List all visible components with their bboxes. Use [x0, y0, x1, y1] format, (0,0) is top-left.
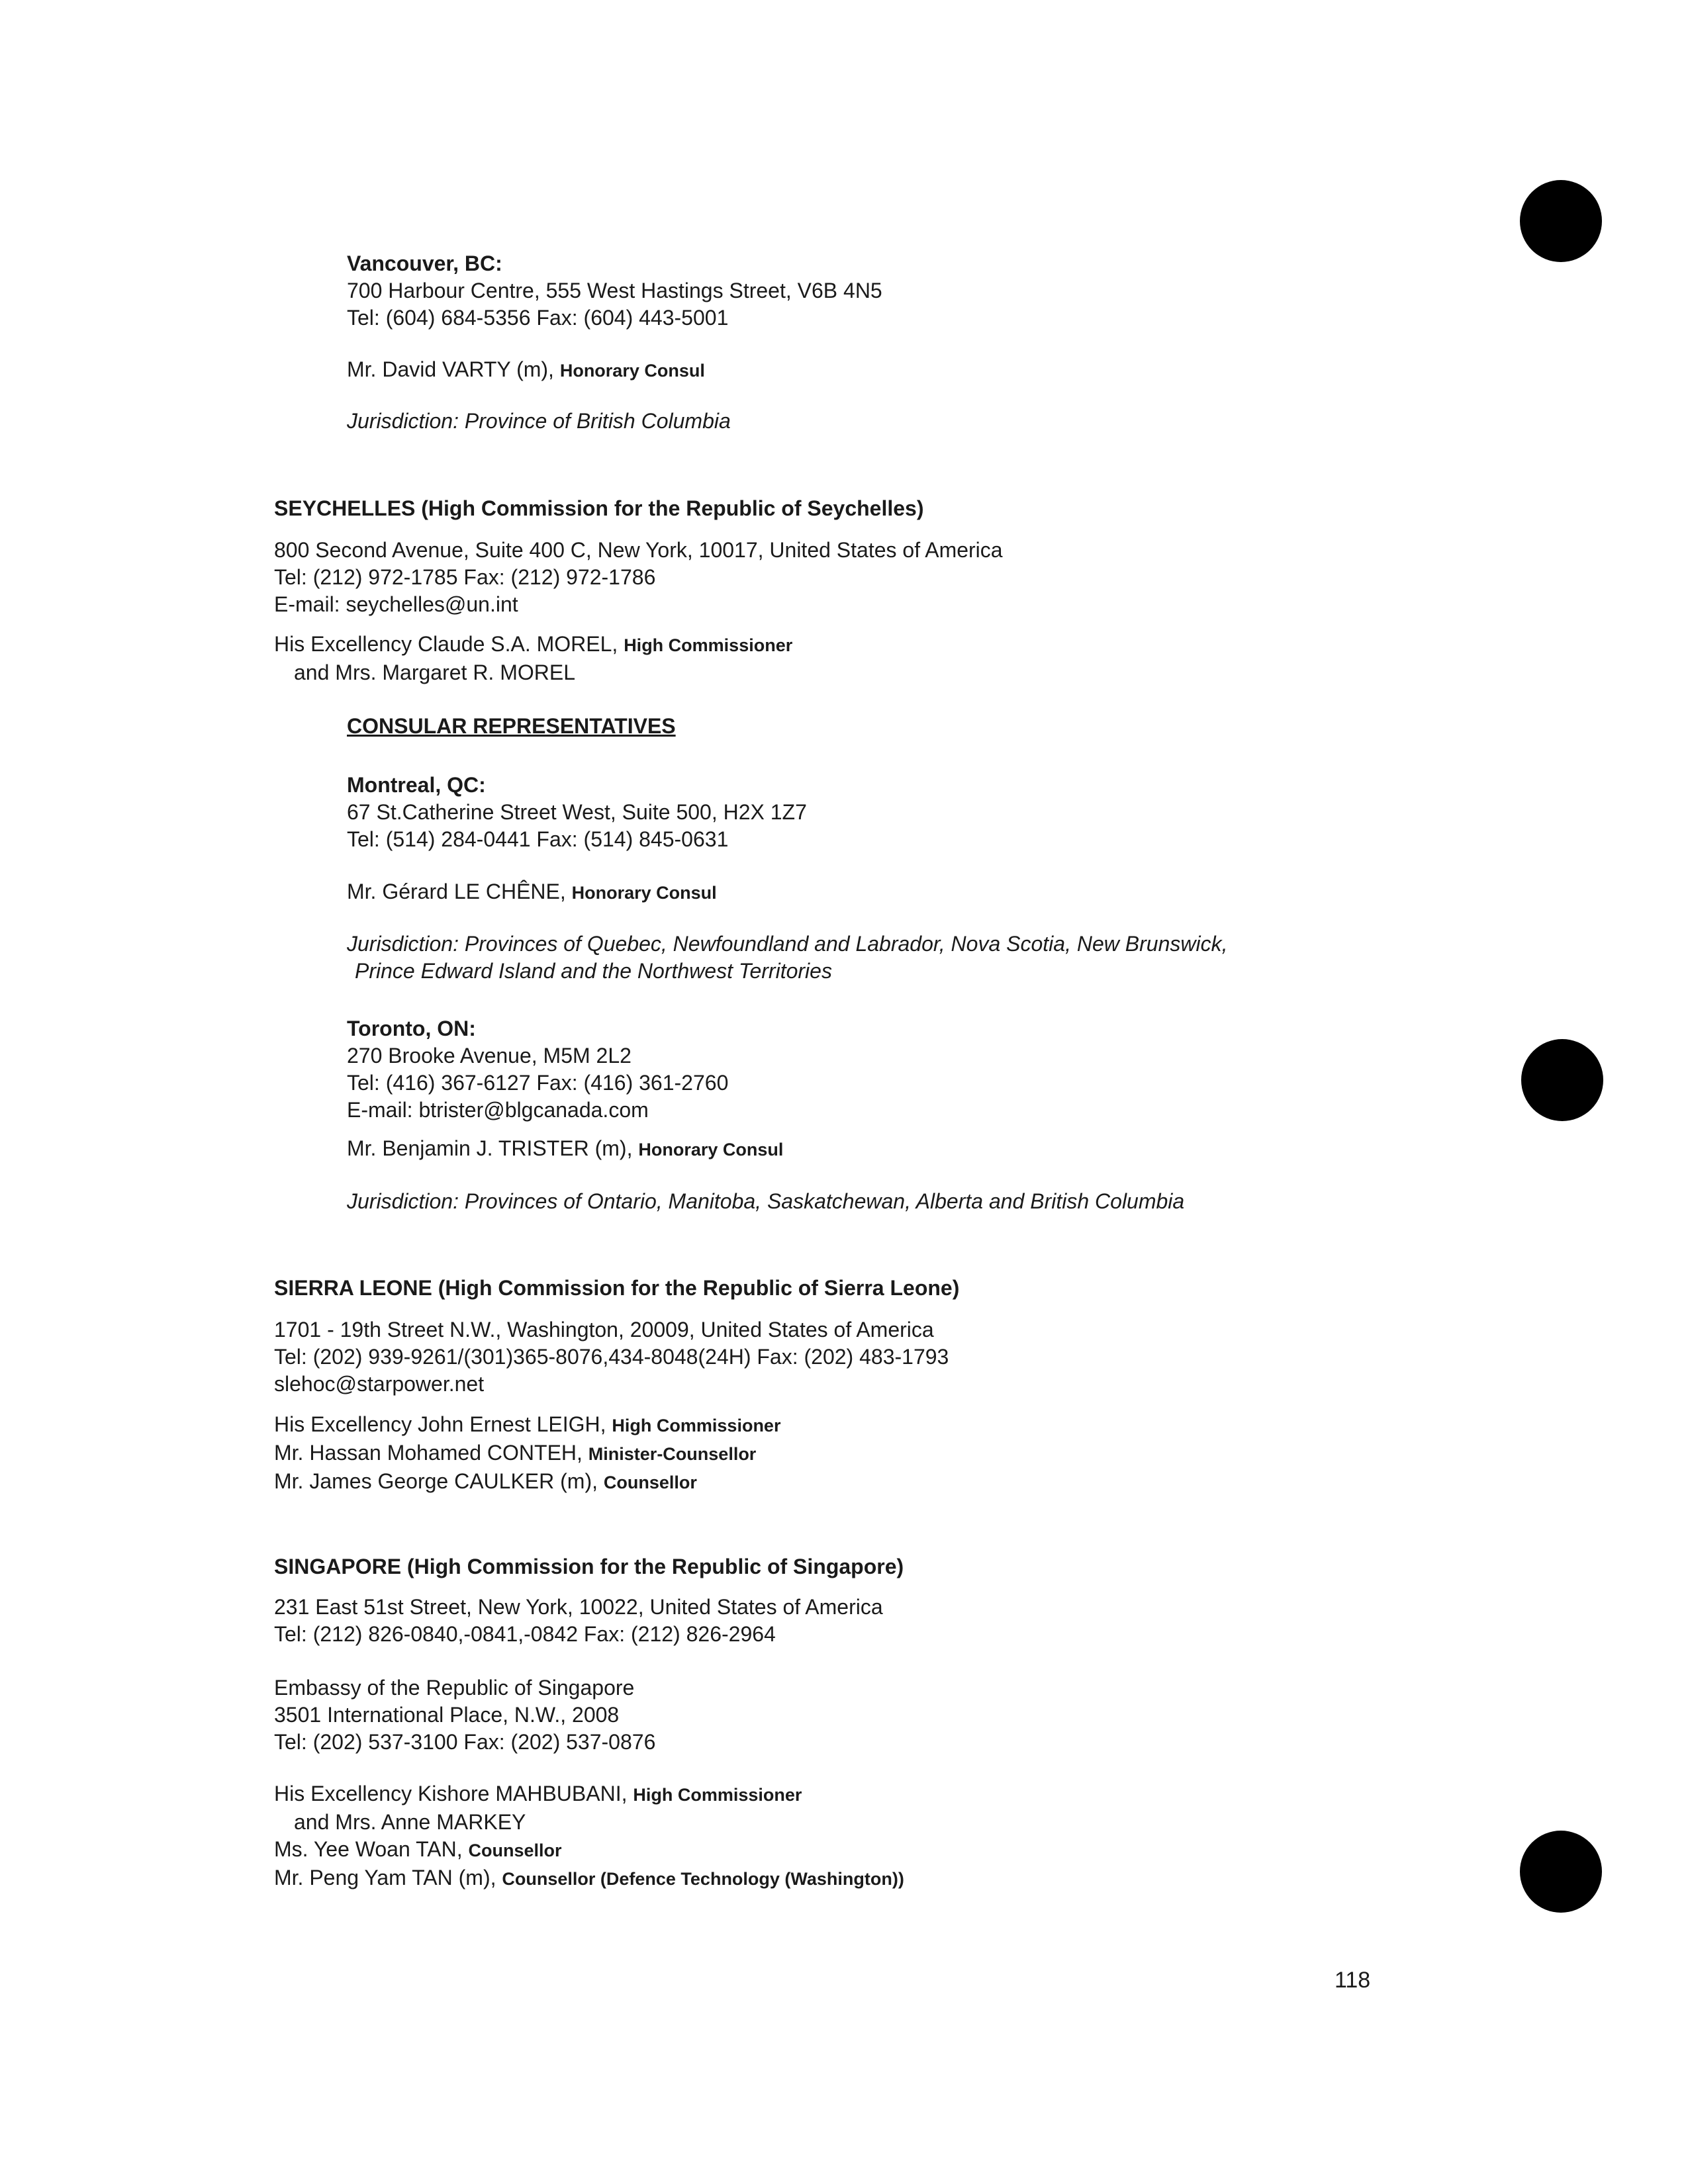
staff-role: Counsellor (Defence Technology (Washington)) [502, 1869, 904, 1889]
binder-hole-middle [1521, 1039, 1603, 1121]
montreal-jurisdiction-line2: Prince Edward Island and the Northwest Territories [355, 959, 832, 983]
staff-role: High Commissioner [633, 1785, 802, 1805]
staff-role: Counsellor [468, 1841, 562, 1860]
singapore-embassy-phone: Tel: (202) 537-3100 Fax: (202) 537-0876 [274, 1730, 656, 1754]
vancouver-role: Honorary Consul [559, 361, 705, 381]
staff-role: Counsellor [603, 1473, 697, 1492]
toronto-email: E-mail: btrister@blgcanada.com [347, 1098, 649, 1122]
staff-name: Mr. Hassan Mohamed CONTEH, [274, 1441, 588, 1465]
toronto-block [347, 1015, 728, 1124]
montreal-phone: Tel: (514) 284-0441 Fax: (514) 845-0631 [347, 827, 729, 851]
consular-representatives-heading: CONSULAR REPRESENTATIVES [347, 714, 676, 738]
staff-name: His Excellency Kishore MAHBUBANI, [274, 1782, 633, 1805]
seychelles-email: E-mail: seychelles@un.int [274, 592, 518, 616]
vancouver-address: 700 Harbour Centre, 555 West Hastings Street, V6B 4N5 [347, 279, 882, 302]
montreal-jurisdiction-line1: Jurisdiction: Provinces of Quebec, Newfoundland and Labrador, Nova Scotia, New Brunswick, [347, 932, 1228, 956]
sierra-leone-staff [274, 1411, 780, 1496]
montreal-person: Mr. Gérard LE CHÊNE, [347, 880, 572, 903]
singapore-embassy-address: 3501 International Place, N.W., 2008 [274, 1703, 620, 1727]
singapore-heading: SINGAPORE (High Commission for the Republic of Singapore) [274, 1555, 904, 1578]
toronto-phone: Tel: (416) 367-6127 Fax: (416) 361-2760 [347, 1071, 729, 1095]
seychelles-person: His Excellency Claude S.A. MOREL, [274, 632, 624, 656]
staff-role: High Commissioner [612, 1416, 781, 1435]
vancouver-block [347, 250, 882, 332]
montreal-city: Montreal, QC: [347, 773, 486, 797]
toronto-person: Mr. Benjamin J. TRISTER (m), [347, 1136, 639, 1160]
seychelles-staff [274, 631, 792, 686]
list-item [274, 1780, 904, 1809]
binder-hole-bottom [1520, 1831, 1602, 1913]
sierra-leone-email: slehoc@starpower.net [274, 1372, 485, 1396]
montreal-address: 67 St.Catherine Street West, Suite 500, H2X 1Z7 [347, 800, 807, 824]
toronto-city: Toronto, ON: [347, 1017, 476, 1040]
binder-hole-top [1520, 180, 1602, 262]
vancouver-person: Mr. David VARTY (m), [347, 357, 560, 381]
singapore-embassy [274, 1674, 655, 1756]
vancouver-jurisdiction: Jurisdiction: Province of British Columbia [347, 409, 731, 433]
list-item [274, 1468, 780, 1496]
list-item [274, 1439, 780, 1468]
seychelles-contact [274, 537, 1003, 618]
seychelles-phone: Tel: (212) 972-1785 Fax: (212) 972-1786 [274, 565, 656, 589]
montreal-block [347, 772, 807, 853]
staff-name: His Excellency John Ernest LEIGH, [274, 1412, 612, 1436]
vancouver-city: Vancouver, BC: [347, 251, 502, 275]
toronto-address: 270 Brooke Avenue, M5M 2L2 [347, 1044, 632, 1068]
sierra-leone-heading: SIERRA LEONE (High Commission for the Republic of Sierra Leone) [274, 1276, 960, 1300]
singapore-embassy-name: Embassy of the Republic of Singapore [274, 1676, 635, 1700]
sierra-leone-contact [274, 1316, 949, 1398]
montreal-consul [347, 878, 717, 907]
staff-role: Minister-Counsellor [588, 1444, 757, 1464]
seychelles-heading: SEYCHELLES (High Commission for the Republic of Seychelles) [274, 496, 924, 520]
montreal-role: Honorary Consul [571, 883, 717, 903]
staff-name: Ms. Yee Woan TAN, [274, 1837, 469, 1861]
page-number: 118 [1335, 1968, 1371, 1993]
list-item [274, 1864, 904, 1893]
montreal-jurisdiction [347, 931, 1227, 985]
toronto-jurisdiction: Jurisdiction: Provinces of Ontario, Manitoba, Saskatchewan, Alberta and British Columbia [347, 1189, 1185, 1213]
singapore-spouse: and Mrs. Anne MARKEY [294, 1810, 526, 1834]
list-item [274, 1411, 780, 1439]
staff-name: Mr. James George CAULKER (m), [274, 1469, 604, 1493]
singapore-contact [274, 1594, 883, 1648]
vancouver-consul [347, 356, 705, 385]
toronto-consul [347, 1135, 783, 1163]
list-item [274, 1836, 904, 1864]
seychelles-role: High Commissioner [624, 635, 793, 655]
vancouver-phone: Tel: (604) 684-5356 Fax: (604) 443-5001 [347, 306, 729, 330]
sierra-leone-address: 1701 - 19th Street N.W., Washington, 20009, United States of America [274, 1318, 934, 1342]
singapore-phone: Tel: (212) 826-0840,-0841,-0842 Fax: (212) 826-2964 [274, 1622, 776, 1646]
singapore-staff [274, 1780, 904, 1893]
singapore-address: 231 East 51st Street, New York, 10022, United States of America [274, 1595, 883, 1619]
seychelles-address: 800 Second Avenue, Suite 400 C, New York, 10017, United States of America [274, 538, 1003, 562]
toronto-role: Honorary Consul [638, 1140, 784, 1160]
sierra-leone-phone: Tel: (202) 939-9261/(301)365-8076,434-8048(24H) Fax: (202) 483-1793 [274, 1345, 949, 1369]
seychelles-spouse: and Mrs. Margaret R. MOREL [294, 660, 575, 684]
staff-name: Mr. Peng Yam TAN (m), [274, 1866, 502, 1889]
